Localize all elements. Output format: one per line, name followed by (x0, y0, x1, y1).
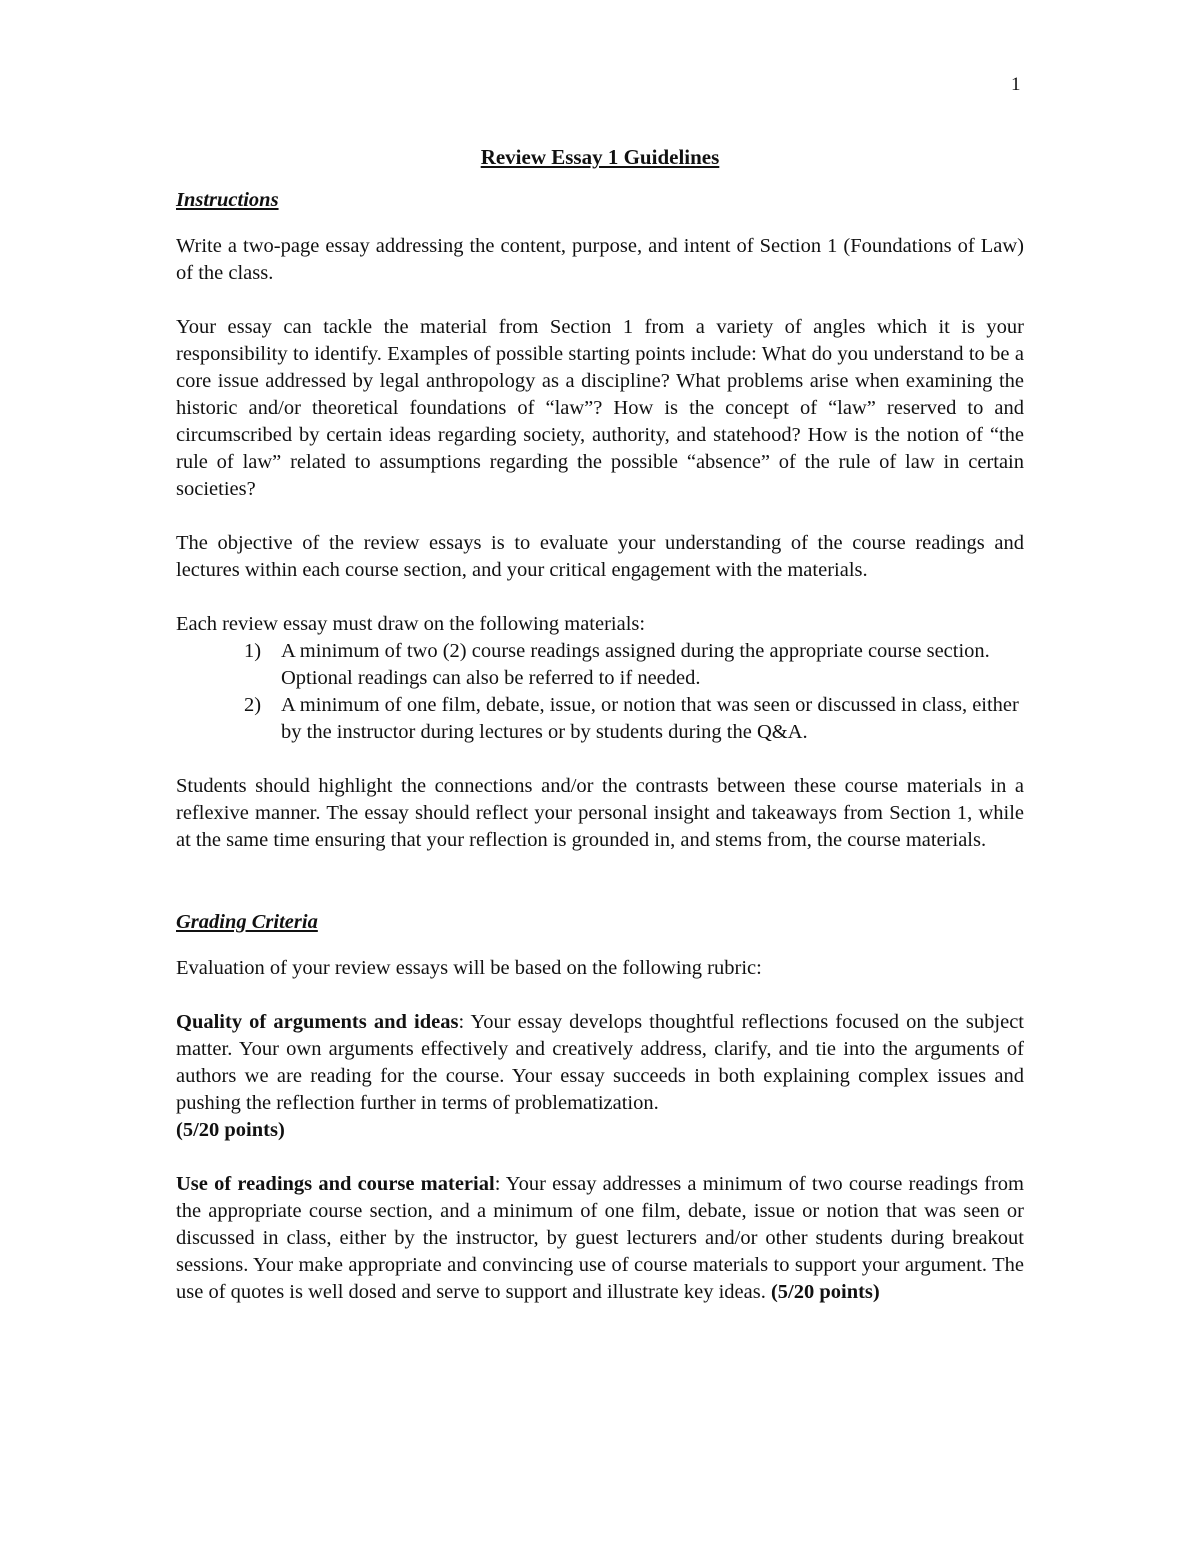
criterion-quality (176, 1009, 1024, 1144)
instructions-paragraph-1: Write a two-page essay addressing the content, purpose, and intent of Section 1 (Foundations of Law) of the class. (176, 235, 1024, 284)
list-item-text: A minimum of two (2) course readings assigned during the appropriate course section. Optional readings can also be referred to if needed. (281, 640, 990, 689)
document-body (176, 143, 1024, 1306)
criterion-points: (5/20 points) (770, 1281, 880, 1303)
page-number: 1 (1011, 74, 1021, 95)
criterion-text: : Your essay addresses a minimum of two course readings from the appropriate course section, and a minimum of one film, debate, issue or notion that was seen or discussed in class, either by the instructor, by guest lecturers and/or other students during breakout sessions. Your make appropriate and convincing use of course materials to support your argument. The use of quotes is well dosed and serve to support and illustrate key ideas. (176, 1173, 1024, 1303)
criterion-points: (5/20 points) (176, 1119, 285, 1141)
list-item-number: 1) (244, 640, 262, 662)
instructions-paragraph-3: The objective of the review essays is to evaluate your understanding of the course readings and lectures within each course section, and your critical engagement with the materials. (176, 532, 1024, 581)
grading-criteria-heading: Grading Criteria (176, 911, 318, 933)
instructions-paragraph-4: Each review essay must draw on the following materials: (176, 613, 646, 635)
list-item-text: A minimum of one film, debate, issue, or notion that was seen or discussed in class, either by the instructor during lectures or by students during the Q&A. (281, 694, 1019, 743)
criterion-label: Use of readings and course material (176, 1173, 495, 1195)
list-item-number: 2) (244, 694, 262, 716)
list-item (244, 692, 1024, 746)
instructions-paragraph-5: Students should highlight the connections and/or the contrasts between these course materials in a reflexive manner. The essay should reflect your personal insight and takeaways from Section 1, while at the same time ensuring that your reflection is grounded in, and stems from, the course materials. (176, 775, 1024, 851)
criterion-label: Quality of arguments and ideas (176, 1011, 459, 1033)
instructions-heading: Instructions (176, 189, 279, 211)
list-item (244, 638, 1024, 692)
instructions-paragraph-2: Your essay can tackle the material from Section 1 from a variety of angles which it is your responsibility to identify. Examples of possible starting points include: What do you understand to be a core issue addressed by legal anthropology as a discipline? What problems arise when examining the historic and/or theoretical foundations of “law”? How is the concept of “law” reserved to and circumscribed by certain ideas regarding society, authority, and statehood? How is the notion of “the rule of law” related to assumptions regarding the possible “absence” of the rule of law in certain societies? (176, 316, 1024, 500)
criterion-readings (176, 1171, 1024, 1306)
grading-intro: Evaluation of your review essays will be based on the following rubric: (176, 957, 762, 979)
document-title: Review Essay 1 Guidelines (480, 145, 720, 169)
materials-list (176, 638, 1024, 746)
criterion-text: : Your essay develops thoughtful reflections focused on the subject matter. Your own arguments effectively and creatively address, clarify, and tie into the arguments of authors we are reading for the course. Your essay succeeds in both explaining complex issues and pushing the reflection further in terms of problematization. (176, 1011, 1024, 1114)
